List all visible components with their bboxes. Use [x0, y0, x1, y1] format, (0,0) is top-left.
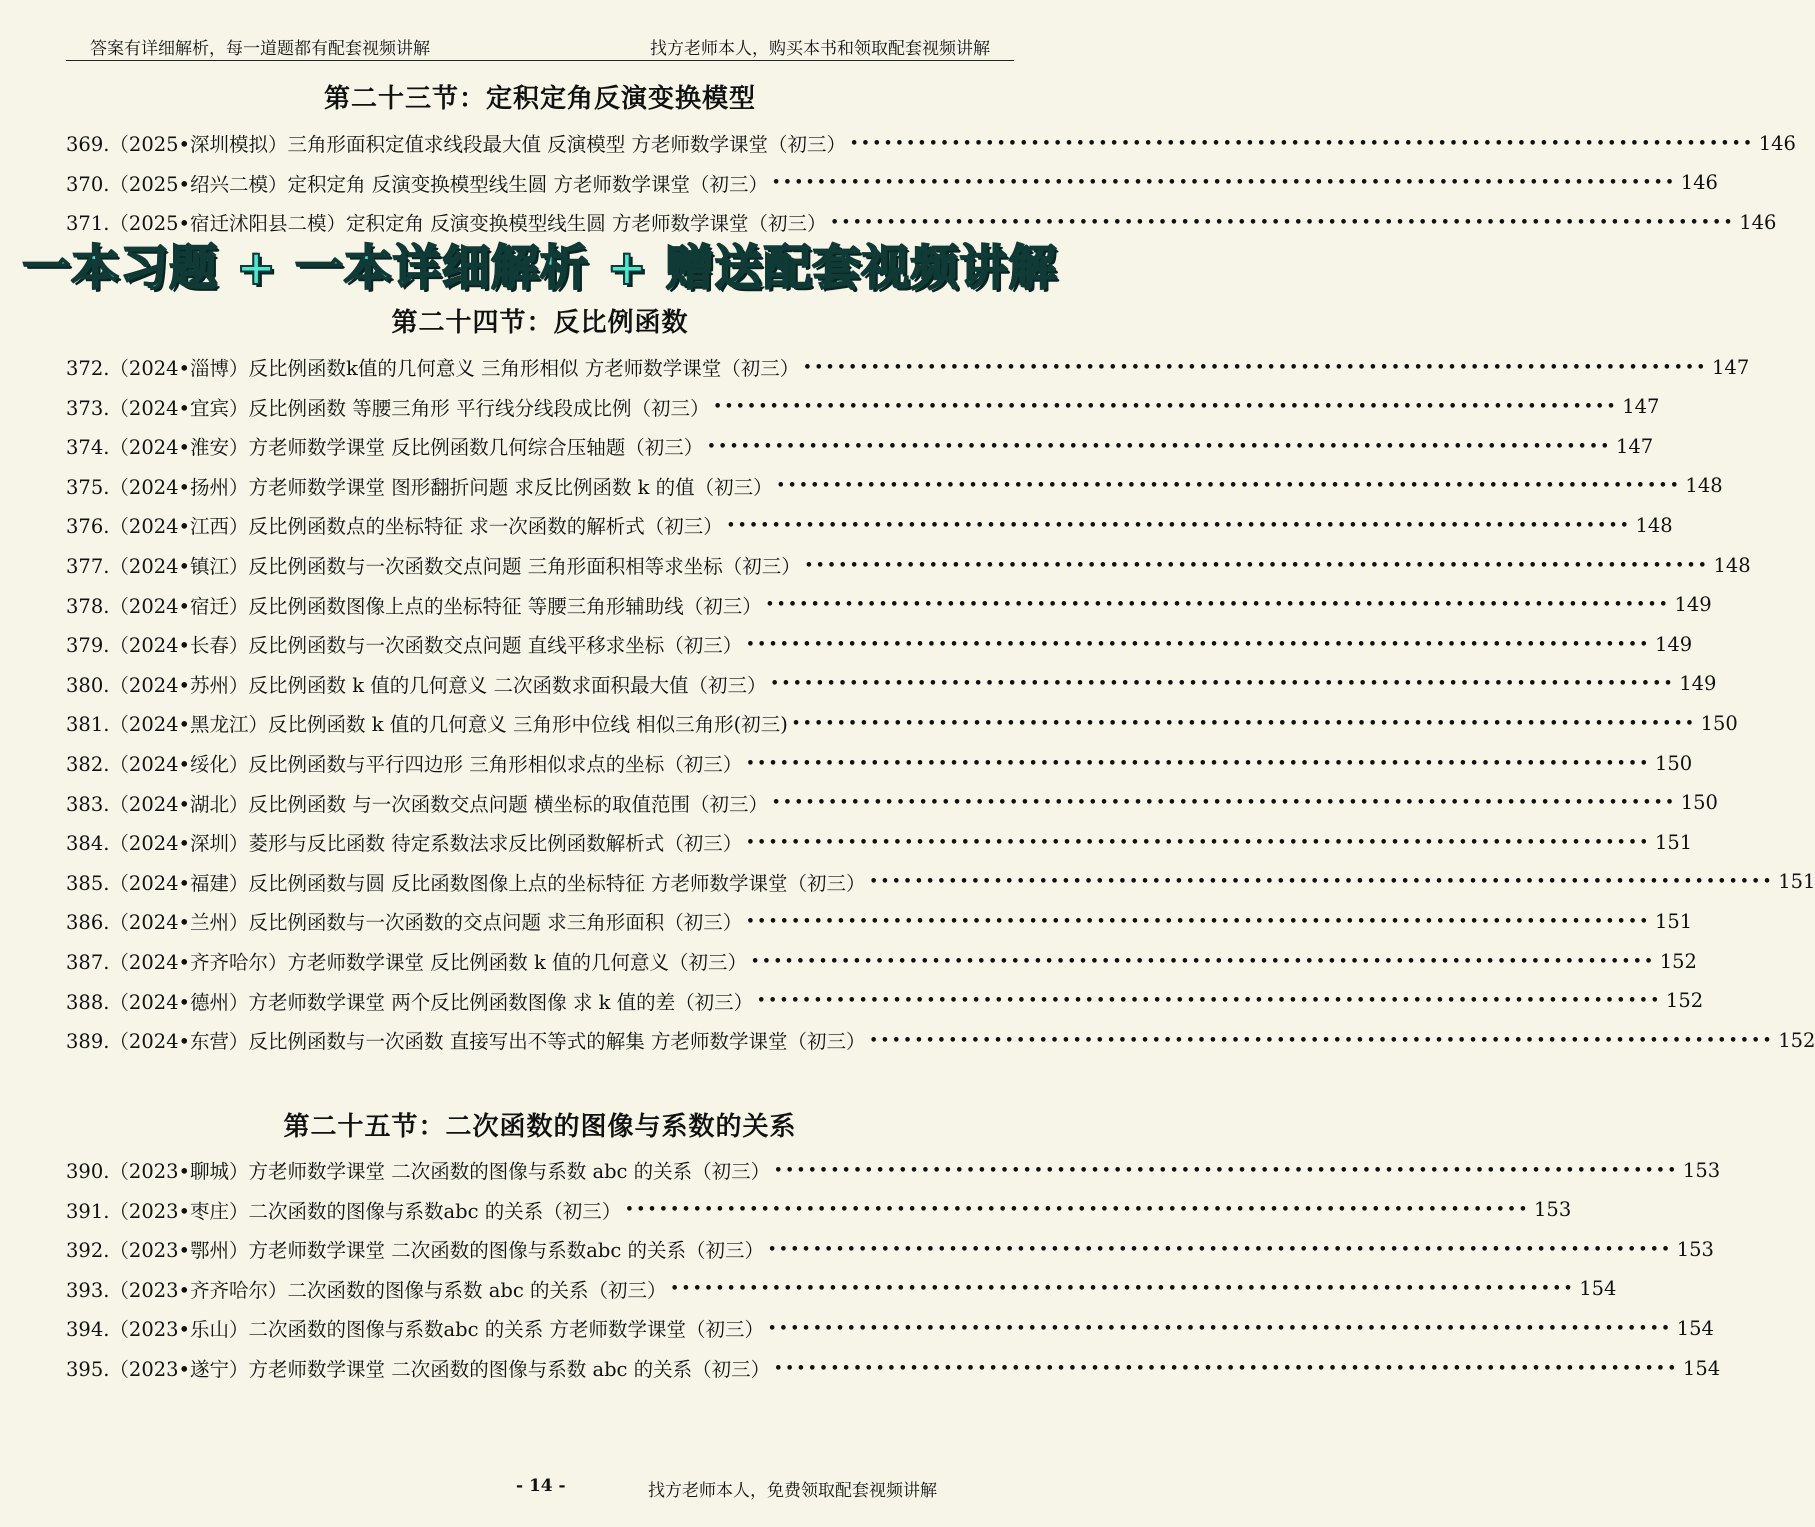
section-title-25: 第二十五节：二次函数的图像与系数的关系 [283, 1112, 797, 1142]
toc-leader-dots: •••••••••••••••••••••••••••••••••••••••••••••••••••••••••••••••••••••••••••••••• [774, 1162, 1679, 1178]
toc-page-number: 148 [1635, 513, 1673, 537]
toc-page-number: 153 [1676, 1237, 1714, 1261]
toc-entry-title: 390.（2023•聊城）方老师数学课堂 二次函数的图像与系数 abc 的关系（初三） [66, 1160, 771, 1183]
toc-page-number: 154 [1676, 1316, 1714, 1340]
toc-entry-title: 374.（2024•淮安）方老师数学课堂 反比例函数几何综合压轴题（初三） [66, 436, 704, 460]
toc-leader-dots: •••••••••••••••••••••••••••••••••••••••••••••••••••••••••••••••••••••••••••••••• [774, 1360, 1679, 1376]
toc-page-number: 149 [1654, 632, 1693, 656]
toc-leader-dots: •••••••••••••••••••••••••••••••••••••••••••••••••••••••••••••••••••••••••••••••• [770, 676, 1676, 692]
toc-entry [66, 946, 1697, 976]
toc-entry-title: 378.（2024•宿迁）反比例函数图像上点的坐标特征 等腰三角形辅助线（初三） [66, 594, 762, 618]
toc-entry [66, 748, 1693, 778]
toc-page-number: 149 [1674, 593, 1712, 617]
toc-entry [66, 168, 1718, 198]
toc-entry [66, 510, 1673, 540]
toc-entry-title: 394.（2023•乐山）二次函数的图像与系数abc 的关系 方老师数学课堂（初三） [66, 1318, 764, 1342]
toc-entry [66, 1195, 1572, 1225]
toc-leader-dots: •••••••••••••••••••••••••••••••••••••••••••••••••••••••••••••••••••••••••••••••• [803, 359, 1708, 375]
toc-page-number: 152 [1665, 989, 1704, 1013]
toc-entry-title: 385.（2024•福建）反比例函数与圆 反比函数图像上点的坐标特征 方老师数学课堂（初三） [66, 871, 866, 895]
toc-entry [66, 352, 1750, 382]
toc-entry-title: 392.（2023•鄂州）方老师数学课堂 二次函数的图像与系数abc 的关系（初三） [66, 1239, 764, 1263]
toc-entry-title: 380.（2024•苏州）反比例函数 k 值的几何意义 二次函数求面积最大值（初三） [66, 673, 767, 697]
toc-entry-title: 381.（2024•黑龙江）反比例函数 k 值的几何意义 三角形中位线 相似三角形(初三) [66, 713, 788, 737]
toc-entry-title: 382.（2024•绥化）反比例函数与平行四边形 三角形相似求点的坐标（初三） [66, 753, 743, 776]
toc-entry [66, 629, 1693, 659]
header-right-text: 找方老师本人，购买本书和领取配套视频讲解 [650, 39, 990, 59]
toc-entry [66, 1025, 1815, 1055]
toc-entry-title: 377.（2024•镇江）反比例函数与一次函数交点问题 三角形面积相等求坐标（初三） [66, 555, 801, 578]
toc-page-number: 148 [1713, 553, 1751, 577]
toc-leader-dots: •••••••••••••••••••••••••••••••••••••••••••••••••••••••••••••••••••••••••••••••• [757, 993, 1662, 1009]
toc-page-number: 146 [1758, 131, 1796, 155]
toc-page-number: 146 [1680, 171, 1718, 195]
toc-entry [66, 669, 1717, 699]
toc-leader-dots: •••••••••••••••••••••••••••••••••••••••••••••••••••••••••••••••••••••••••••••••• [771, 175, 1677, 191]
toc-leader-dots: •••••••••••••••••••••••••••••••••••••••••••••••••••••••••••••••••••••••••••••••• [726, 517, 1632, 533]
toc-entry [66, 1155, 1721, 1185]
toc-entry [66, 128, 1796, 158]
toc-page-number: 147 [1712, 355, 1750, 379]
toc-entry-title: 383.（2024•湖北）反比例函数 与一次函数交点问题 横坐标的取值范围（初三） [66, 792, 768, 816]
toc-entry [66, 827, 1693, 857]
toc-entry [66, 431, 1654, 461]
toc-page-number: 154 [1579, 1277, 1617, 1301]
toc-entry-title: 379.（2024•长春）反比例函数与一次函数交点问题 直线平移求坐标（初三） [66, 634, 743, 658]
toc-entry [66, 550, 1751, 580]
toc-leader-dots: •••••••••••••••••••••••••••••••••••••••••••••••••••••••••••••••••••••••••••••••• [767, 1320, 1673, 1336]
toc-page-number: 147 [1622, 395, 1660, 419]
toc-leader-dots: •••••••••••••••••••••••••••••••••••••••••••••••••••••••••••••••••••••••••••••••• [746, 913, 1651, 929]
toc-entry [66, 867, 1815, 897]
toc-entry-title: 375.（2024•扬州）方老师数学课堂 图形翻折问题 求反比例函数 k 的值（初三） [66, 475, 773, 499]
toc-entry-title: 388.（2024•德州）方老师数学课堂 两个反比例函数图像 求 k 值的差（初三） [66, 990, 754, 1014]
toc-entry-title: 372.（2024•淄博）反比例函数k值的几何意义 三角形相似 方老师数学课堂（初三） [66, 357, 800, 380]
toc-leader-dots: •••••••••••••••••••••••••••••••••••••••••••••••••••••••••••••••••••••••••••••••• [625, 1202, 1531, 1218]
toc-page-number: 154 [1682, 1356, 1721, 1380]
toc-page-number: 152 [1778, 1028, 1815, 1052]
toc-leader-dots: •••••••••••••••••••••••••••••••••••••••••••••••••••••••••••••••••••••••••••••••• [750, 953, 1656, 969]
toc-entry-title: 387.（2024•齐齐哈尔）方老师数学课堂 反比例函数 k 值的几何意义（初三） [66, 951, 747, 974]
toc-page-number: 151 [1778, 870, 1815, 894]
toc-entry [66, 207, 1777, 237]
toc-entry [66, 906, 1693, 936]
toc-page-number: 150 [1700, 711, 1738, 735]
toc-leader-dots: •••••••••••••••••••••••••••••••••••••••••••••••••••••••••••••••••••••••••••••••• [767, 1241, 1673, 1257]
toc-entry-title: 389.（2024•东营）反比例函数与一次函数 直接写出不等式的解集 方老师数学课堂（初三） [66, 1030, 866, 1054]
toc-entry [66, 392, 1660, 422]
toc-entry [66, 1353, 1721, 1383]
toc-entry [66, 1274, 1617, 1304]
section-title-24: 第二十四节：反比例函数 [391, 308, 689, 338]
toc-page-number: 151 [1654, 830, 1693, 854]
section-title-23: 第二十三节：定积定角反演变换模型 [323, 84, 756, 114]
header-left-text: 答案有详细解析，每一道题都有配套视频讲解 [90, 39, 430, 59]
toc-leader-dots: •••••••••••••••••••••••••••••••••••••••••••••••••••••••••••••••••••••••••••••••• [746, 755, 1651, 771]
toc-page-number: 147 [1615, 434, 1654, 458]
toc-entry-title: 386.（2024•兰州）反比例函数与一次函数的交点问题 求三角形面积（初三） [66, 911, 743, 935]
toc-leader-dots: •••••••••••••••••••••••••••••••••••••••••••••••••••••••••••••••••••••••••••••••• [804, 557, 1710, 573]
promo-banner: 一本习题 + 一本详细解析 + 赠送配套视频讲解 [22, 240, 1058, 296]
toc-entry-title: 370.（2025•绍兴二模）定积定角 反演变换模型线生圆 方老师数学课堂（初三） [66, 172, 768, 196]
toc-page-number: 153 [1534, 1198, 1572, 1222]
footer-note: 找方老师本人，免费领取配套视频讲解 [648, 1481, 937, 1501]
toc-leader-dots: •••••••••••••••••••••••••••••••••••••••••••••••••••••••••••••••••••••••••••••••• [830, 214, 1736, 230]
toc-entry-title: 393.（2023•齐齐哈尔）二次函数的图像与系数 abc 的关系（初三） [66, 1278, 667, 1302]
toc-leader-dots: •••••••••••••••••••••••••••••••••••••••••••••••••••••••••••••••••••••••••••••••• [765, 597, 1671, 613]
toc-entry-title: 376.（2024•江西）反比例函数点的坐标特征 求一次函数的解析式（初三） [66, 515, 723, 539]
toc-entry-title: 384.（2024•深圳）菱形与反比函数 待定系数法求反比例函数解析式（初三） [66, 832, 743, 856]
toc-leader-dots: •••••••••••••••••••••••••••••••••••••••••••••••••••••••••••••••••••••••••••••••• [713, 399, 1619, 415]
toc-entry [66, 986, 1704, 1016]
toc-leader-dots: •••••••••••••••••••••••••••••••••••••••••••••••••••••••••••••••••••••••••••••••• [869, 1032, 1775, 1048]
toc-entry-title: 369.（2025•深圳模拟）三角形面积定值求线段最大值 反演模型 方老师数学课堂（初三） [66, 133, 846, 156]
toc-leader-dots: •••••••••••••••••••••••••••••••••••••••••••••••••••••••••••••••••••••••••••••••• [746, 636, 1651, 652]
toc-entry [66, 788, 1718, 818]
toc-entry-title: 395.（2023•遂宁）方老师数学课堂 二次函数的图像与系数 abc 的关系（初三） [66, 1358, 771, 1381]
toc-entry-title: 371.（2025•宿迁沭阳县二模）定积定角 反演变换模型线生圆 方老师数学课堂（初三） [66, 212, 827, 236]
toc-entry [66, 590, 1712, 620]
toc-leader-dots: •••••••••••••••••••••••••••••••••••••••••••••••••••••••••••••••••••••••••••••••• [707, 438, 1612, 454]
toc-leader-dots: •••••••••••••••••••••••••••••••••••••••••••••••••••••••••••••••••••••••••••••••• [771, 795, 1677, 811]
toc-leader-dots: •••••••••••••••••••••••••••••••••••••••••••••••••••••••••••••••••••••••••••••••• [746, 834, 1651, 850]
toc-leader-dots: •••••••••••••••••••••••••••••••••••••••••••••••••••••••••••••••••••••••••••••••• [776, 478, 1682, 494]
toc-page-number: 150 [1680, 791, 1718, 815]
toc-page-number: 152 [1659, 949, 1697, 973]
toc-page-number: 153 [1682, 1158, 1721, 1182]
toc-entry [66, 1313, 1714, 1343]
toc-entry [66, 708, 1738, 738]
toc-leader-dots: •••••••••••••••••••••••••••••••••••••••••••••••••••••••••••••••••••••••••••••••• [791, 715, 1697, 731]
toc-entry-title: 373.（2024•宜宾）反比例函数 等腰三角形 平行线分线段成比例（初三） [66, 396, 710, 420]
toc-leader-dots: •••••••••••••••••••••••••••••••••••••••••••••••••••••••••••••••••••••••••••••••• [869, 874, 1775, 890]
toc-page-number: 146 [1739, 210, 1777, 234]
toc-page-number: 150 [1654, 751, 1693, 775]
toc-entry [66, 471, 1723, 501]
toc-page-number: 148 [1685, 474, 1723, 498]
page-number: - 14 - [516, 1476, 566, 1496]
toc-leader-dots: •••••••••••••••••••••••••••••••••••••••••••••••••••••••••••••••••••••••••••••••• [670, 1281, 1576, 1297]
toc-page-number: 151 [1654, 909, 1693, 933]
toc-entry-title: 391.（2023•枣庄）二次函数的图像与系数abc 的关系（初三） [66, 1199, 622, 1223]
toc-page-number: 149 [1679, 672, 1717, 696]
toc-entry [66, 1234, 1714, 1264]
toc-leader-dots: •••••••••••••••••••••••••••••••••••••••••••••••••••••••••••••••••••••••••••••••• [849, 135, 1755, 151]
